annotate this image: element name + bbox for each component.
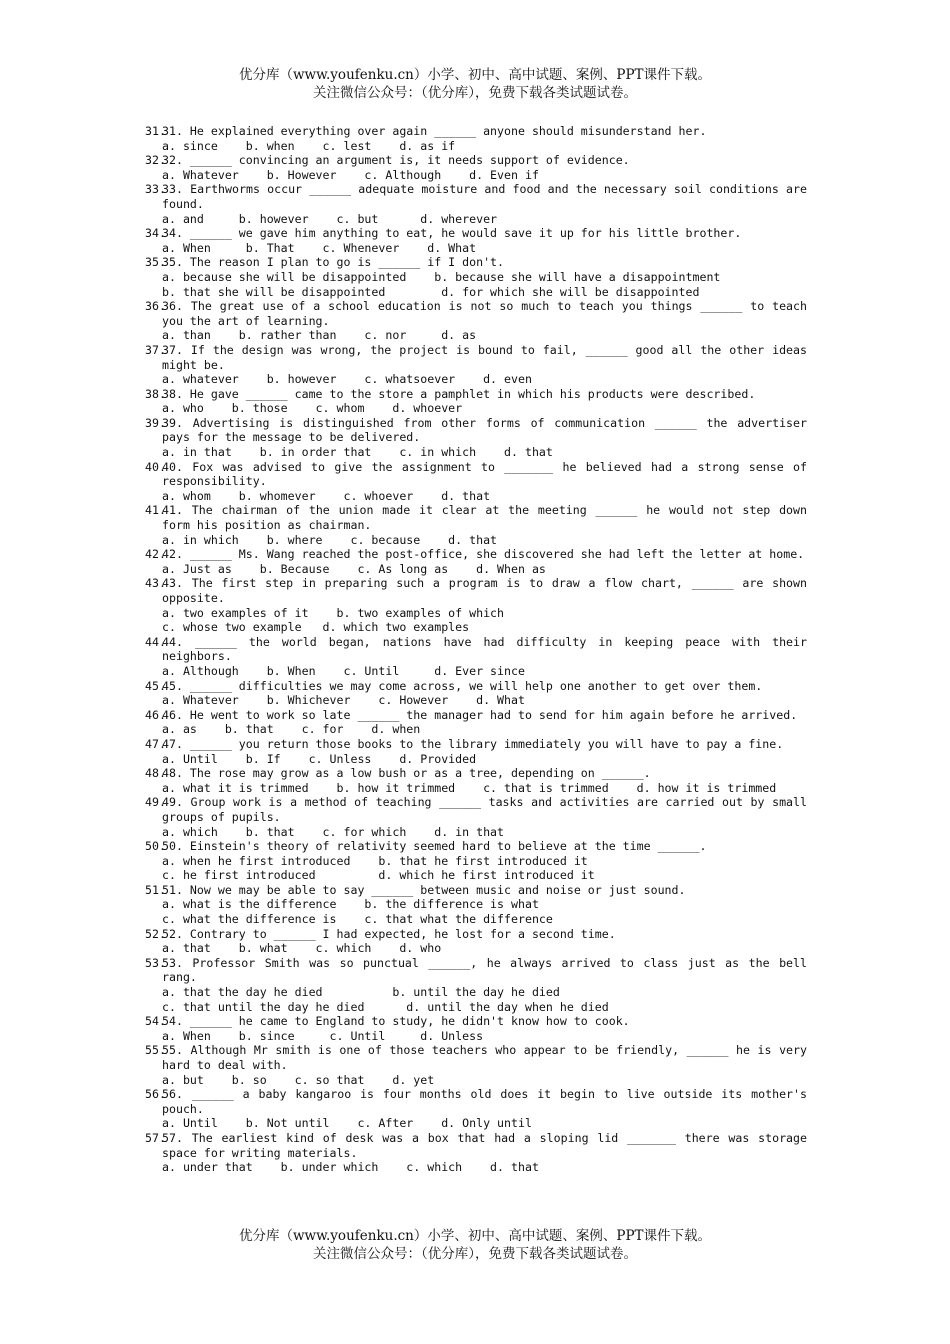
- answer-options: c. that until the day he died d. until the day when he died: [162, 999, 609, 1014]
- question-stem: [145, 547, 807, 562]
- question-stem: [145, 460, 807, 489]
- answer-options: a. what is the difference b. the difference is what: [162, 897, 539, 912]
- question-number: 49.: [145, 795, 166, 810]
- question-text: 43. The first step in preparing such a program is to draw a flow chart, ______ are shown opposite.: [162, 576, 807, 605]
- question-number: 39.: [145, 415, 166, 430]
- question-item: [145, 1087, 807, 1131]
- answer-options: a. but b. so c. so that d. yet: [162, 1072, 435, 1087]
- question-text: 37. If the design was wrong, the project is bound to fail, ______ good all the other ideas might be.: [162, 342, 807, 372]
- question-text: 56. ______ a baby kangaroo is four months old does it begin to live outside its mother's pouch.: [162, 1087, 807, 1116]
- question-stem: [145, 255, 807, 270]
- question-text: 47. ______ you return those books to the library immediately you will have to pay a fine.: [162, 736, 784, 751]
- question-text: 50. Einstein's theory of relativity seemed hard to believe at the time ______.: [162, 839, 707, 854]
- question-stem: [145, 839, 807, 854]
- question-number: 32.: [145, 153, 166, 168]
- question-text: 34. ______ we gave him anything to eat, he would save it up for his little brother.: [162, 226, 742, 241]
- answer-options: a. two examples of it b. two examples of which: [162, 605, 505, 620]
- question-number: 37.: [145, 342, 166, 357]
- question-number: 38.: [145, 386, 166, 401]
- question-stem: [145, 679, 807, 694]
- answer-options: c. what the difference is c. that what the difference: [162, 912, 553, 927]
- question-item: [145, 635, 807, 679]
- question-text: 52. Contrary to ______ I had expected, he lost for a second time.: [162, 926, 616, 941]
- question-text: 54. ______ he came to England to study, he didn't know how to cook.: [162, 1014, 630, 1029]
- question-text: 55. Although Mr smith is one of those teachers who appear to be friendly, ______ he is very hard to deal with.: [162, 1043, 807, 1072]
- question-number: 45.: [145, 678, 166, 693]
- question-stem: [145, 708, 807, 723]
- question-number: 41.: [145, 503, 166, 518]
- question-number: 48.: [145, 766, 166, 781]
- question-number: 31.: [145, 124, 166, 138]
- question-stem: [145, 182, 807, 211]
- answer-options: a. When b. That c. Whenever d. What: [162, 240, 477, 255]
- question-item: [145, 503, 807, 547]
- question-item: [145, 1131, 807, 1175]
- question-text: 35. The reason I plan to go is ______ if I don't.: [162, 255, 505, 270]
- question-stem: [145, 1014, 807, 1029]
- question-text: 36. The great use of a school education is not so much to teach you things ______ to teach you the art of learning.: [162, 299, 807, 328]
- question-stem: [145, 576, 807, 605]
- answer-options: a. Just as b. Because c. As long as d. When as: [162, 561, 546, 576]
- answer-options: a. than b. rather than c. nor d. as: [162, 328, 477, 343]
- question-text: 49. Group work is a method of teaching ______ tasks and activities are carried out by small groups of pupils.: [162, 795, 807, 824]
- question-number: 54.: [145, 1014, 166, 1029]
- question-item: [145, 460, 807, 504]
- answer-options: a. Until b. Not until c. After d. Only until: [162, 1116, 532, 1131]
- question-text: 39. Advertising is distinguished from other forms of communication ______ the advertiser pays for the message to be delivered.: [162, 415, 807, 445]
- answer-options: a. whom b. whomever c. whoever d. that: [162, 488, 491, 503]
- question-item: [145, 839, 807, 883]
- question-stem: [145, 1131, 807, 1160]
- question-list: [145, 124, 807, 1175]
- footer-line-2: 关注微信公众号：（优分库），免费下载各类试题试卷。: [313, 1246, 637, 1262]
- question-stem: [145, 927, 807, 942]
- question-item: [145, 255, 807, 299]
- answer-options: a. when he first introduced b. that he first introduced it: [162, 853, 588, 868]
- question-number: 50.: [145, 839, 166, 854]
- answer-options: c. whose two example d. which two examples: [162, 620, 470, 635]
- question-item: [145, 679, 807, 708]
- question-number: 35.: [145, 255, 166, 270]
- answer-options: a. since b. when c. lest d. as if: [162, 138, 456, 153]
- question-item: [145, 387, 807, 416]
- question-stem: [145, 1087, 807, 1116]
- answer-options: a. in which b. where c. because d. that: [162, 532, 498, 547]
- question-item: [145, 927, 807, 956]
- answer-options: a. under that b. under which c. which d. that: [162, 1160, 539, 1175]
- question-stem: [145, 883, 807, 898]
- answer-options: a. as b. that c. for d. when: [162, 722, 421, 737]
- question-item: [145, 343, 807, 387]
- answer-options: a. When b. since c. Until d. Unless: [162, 1028, 484, 1043]
- question-text: 57. The earliest kind of desk was a box that had a sloping lid _______ there was storage space for writing materials.: [162, 1130, 807, 1160]
- question-item: [145, 737, 807, 766]
- question-text: 41. The chairman of the union made it clear at the meeting ______ he would not step down form his position as chairman.: [162, 503, 807, 533]
- question-item: [145, 124, 807, 153]
- question-number: 36.: [145, 299, 166, 314]
- answer-options: a. in that b. in order that c. in which d. that: [162, 445, 553, 460]
- answer-options: a. Although b. When c. Until d. Ever since: [162, 663, 525, 678]
- question-item: [145, 226, 807, 255]
- answer-options: c. he first introduced d. which he first introduced it: [162, 868, 595, 883]
- page-footer: [0, 1227, 950, 1263]
- answer-options: a. whatever b. however c. whatsoever d. even: [162, 372, 532, 387]
- answer-options: a. what it is trimmed b. how it trimmed c. that is trimmed d. how it is trimmed: [162, 780, 777, 795]
- question-text: 44. ______ the world began, nations have had difficulty in keeping peace with their neighbors.: [162, 634, 807, 664]
- question-text: 40. Fox was advised to give the assignment to _______ he believed had a strong sense of responsibility.: [162, 459, 807, 489]
- question-stem: [145, 153, 807, 168]
- answer-options: a. Until b. If c. Unless d. Provided: [162, 751, 477, 766]
- question-stem: [145, 956, 807, 985]
- question-stem: [145, 299, 807, 328]
- question-number: 56.: [145, 1087, 166, 1102]
- question-number: 51.: [145, 882, 166, 897]
- page-header: [0, 66, 950, 102]
- question-item: [145, 576, 807, 634]
- question-item: [145, 153, 807, 182]
- question-stem: [145, 635, 807, 664]
- question-number: 53.: [145, 955, 166, 970]
- question-item: [145, 766, 807, 795]
- question-number: 44.: [145, 634, 166, 649]
- answer-options: a. who b. those c. whom d. whoever: [162, 401, 463, 416]
- question-stem: [145, 503, 807, 532]
- question-item: [145, 883, 807, 927]
- question-number: 43.: [145, 576, 166, 591]
- footer-line-1: 优分库（www.youfenku.cn）小学、初中、高中试题、案例、PPT课件下载。: [238, 1228, 712, 1244]
- question-number: 55.: [145, 1043, 166, 1058]
- answer-options: a. Whatever b. However c. Although d. Even if: [162, 167, 539, 182]
- question-text: 42. ______ Ms. Wang reached the post-office, she discovered she had left the letter at home.: [162, 547, 805, 562]
- question-item: [145, 956, 807, 1014]
- answer-options: a. that the day he died b. until the day he died: [162, 985, 560, 1000]
- question-stem: [145, 416, 807, 445]
- answer-options: a. that b. what c. which d. who: [162, 941, 442, 956]
- question-item: [145, 708, 807, 737]
- question-number: 52.: [145, 926, 166, 941]
- question-number: 34.: [145, 226, 166, 241]
- question-number: 46.: [145, 707, 166, 722]
- question-stem: [145, 387, 807, 402]
- question-item: [145, 182, 807, 226]
- header-line-2: 关注微信公众号：（优分库），免费下载各类试题试卷。: [313, 85, 637, 101]
- question-stem: [145, 1043, 807, 1072]
- question-text: 46. He went to work so late ______ the manager had to send for him again before he arrived.: [162, 707, 798, 722]
- header-line-1: 优分库（www.youfenku.cn）小学、初中、高中试题、案例、PPT课件下载。: [238, 67, 712, 83]
- answer-options: b. that she will be disappointed d. for which she will be disappointed: [162, 284, 700, 299]
- answer-options: a. which b. that c. for which d. in that: [162, 824, 505, 839]
- answer-options: a. Whatever b. Whichever c. However d. What: [162, 693, 525, 708]
- question-number: 57.: [145, 1130, 166, 1145]
- question-number: 33.: [145, 182, 166, 197]
- question-text: 45. ______ difficulties we may come across, we will help one another to get over them.: [162, 678, 763, 693]
- question-number: 40.: [145, 459, 166, 474]
- question-stem: [145, 737, 807, 752]
- question-item: [145, 1014, 807, 1043]
- answer-options: a. because she will be disappointed b. because she will have a disappointment: [162, 269, 721, 284]
- question-item: [145, 299, 807, 343]
- question-text: 53. Professor Smith was so punctual ______, he always arrived to class just as the bell rang.: [162, 955, 807, 985]
- question-text: 32. ______ convincing an argument is, it needs support of evidence.: [162, 153, 630, 168]
- question-stem: [145, 226, 807, 241]
- question-text: 31. He explained everything over again ______ anyone should misunderstand her.: [162, 124, 707, 138]
- question-number: 42.: [145, 547, 166, 562]
- question-text: 33. Earthworms occur ______ adequate moisture and food and the necessary soil conditions are found.: [162, 182, 807, 211]
- question-item: [145, 1043, 807, 1087]
- question-text: 48. The rose may grow as a low bush or as a tree, depending on ______.: [162, 766, 651, 781]
- question-item: [145, 795, 807, 839]
- question-stem: [145, 795, 807, 824]
- question-item: [145, 547, 807, 576]
- question-item: [145, 416, 807, 460]
- question-stem: [145, 343, 807, 372]
- question-stem: [145, 766, 807, 781]
- question-number: 47.: [145, 736, 166, 751]
- question-text: 51. Now we may be able to say ______ between music and noise or just sound.: [162, 882, 686, 897]
- question-stem: [145, 124, 807, 139]
- question-text: 38. He gave ______ came to the store a pamphlet in which his products were described.: [162, 386, 756, 401]
- answer-options: a. and b. however c. but d. wherever: [162, 211, 498, 226]
